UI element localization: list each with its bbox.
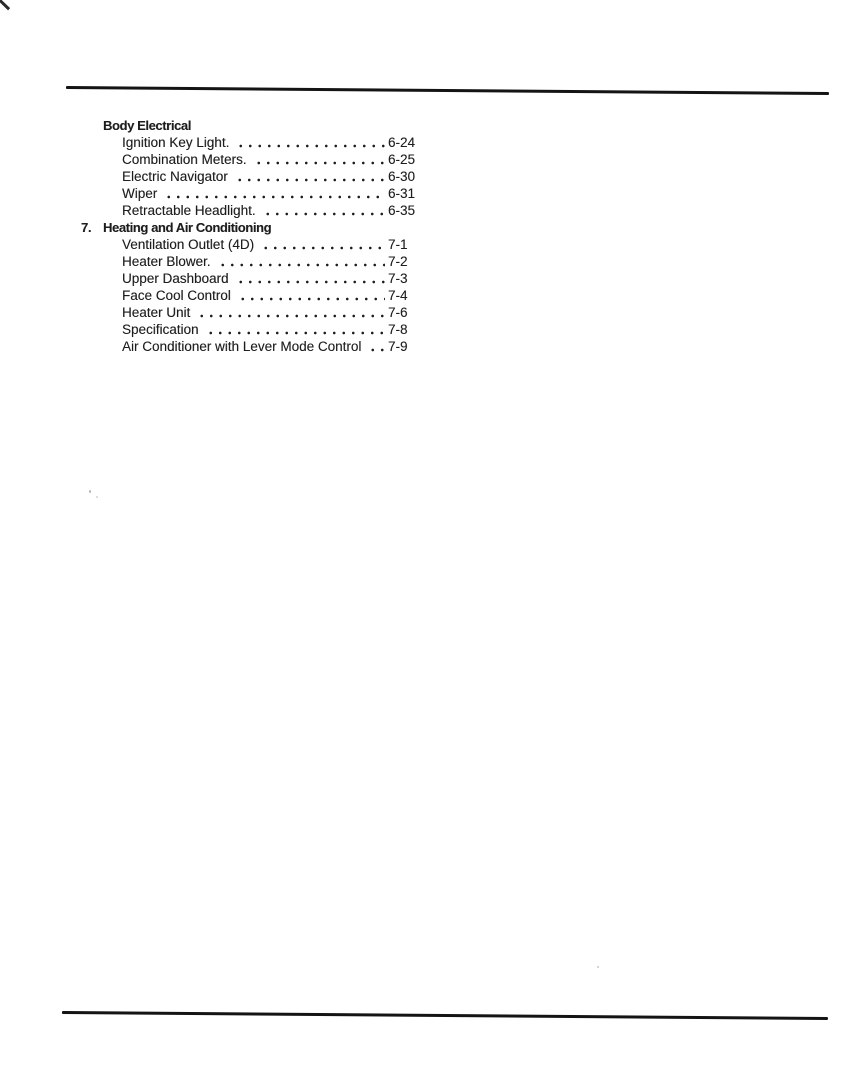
toc-item [122,202,415,219]
scan-corner-mark [0,0,10,10]
toc-item-label: Ventilation Outlet (4D) [122,237,255,252]
toc-item-label: Upper Dashboard [122,271,229,286]
page-number: 7-4 [388,288,408,303]
toc-item-label: Specification [122,322,199,337]
dot-leader [366,338,385,355]
page-number: 7-3 [388,271,408,286]
dot-leader [234,134,385,151]
toc-section-header [81,117,415,134]
toc-item [122,287,415,304]
scan-speck [89,490,91,493]
page-number: 7-1 [388,237,408,252]
toc-item [122,304,415,321]
section-number: 7. [81,220,92,235]
toc-item [122,168,415,185]
dot-leader [204,321,385,338]
page-number: 6-25 [388,152,416,167]
toc-item [122,236,415,253]
toc-item-label: Heater Blower. [122,254,211,269]
dot-leader [252,151,385,168]
toc-item-label: Electric Navigator [122,169,228,184]
dot-leader [162,185,385,202]
top-horizontal-rule [66,86,829,94]
dot-leader [236,287,385,304]
toc-item [122,270,415,287]
toc-item [122,253,415,270]
toc-item-label: Heater Unit [122,305,191,320]
toc-item-label: Ignition Key Light. [122,135,230,150]
dot-leader [261,202,385,219]
toc-item [122,151,415,168]
toc-item [122,185,415,202]
page-number: 6-24 [388,135,416,150]
toc-item-label: Face Cool Control [122,288,231,303]
page-number: 7-8 [388,322,408,337]
toc-section-header [81,219,415,236]
page-number: 6-31 [388,186,416,201]
toc-item [122,338,415,355]
toc-item-label: Air Conditioner with Lever Mode Control [122,339,362,354]
toc-item [122,321,415,338]
scan-speck [597,966,599,968]
toc-item-label: Wiper [122,186,158,201]
page-number: 7-2 [388,254,408,269]
table-of-contents [81,117,415,355]
toc-item [122,134,415,151]
scan-speck [96,496,98,498]
toc-item-label: Retractable Headlight. [122,203,256,218]
dot-leader [216,253,385,270]
dot-leader [195,304,385,321]
bottom-horizontal-rule [62,1011,828,1020]
toc-item-label: Combination Meters. [122,152,247,167]
section-title: Body Electrical [103,118,191,133]
page-number: 6-35 [388,203,416,218]
page-number: 7-9 [388,339,408,354]
dot-leader [259,236,385,253]
dot-leader [233,168,385,185]
page-number: 7-6 [388,305,408,320]
dot-leader [234,270,385,287]
section-title: Heating and Air Conditioning [103,220,272,235]
page-number: 6-30 [388,169,416,184]
